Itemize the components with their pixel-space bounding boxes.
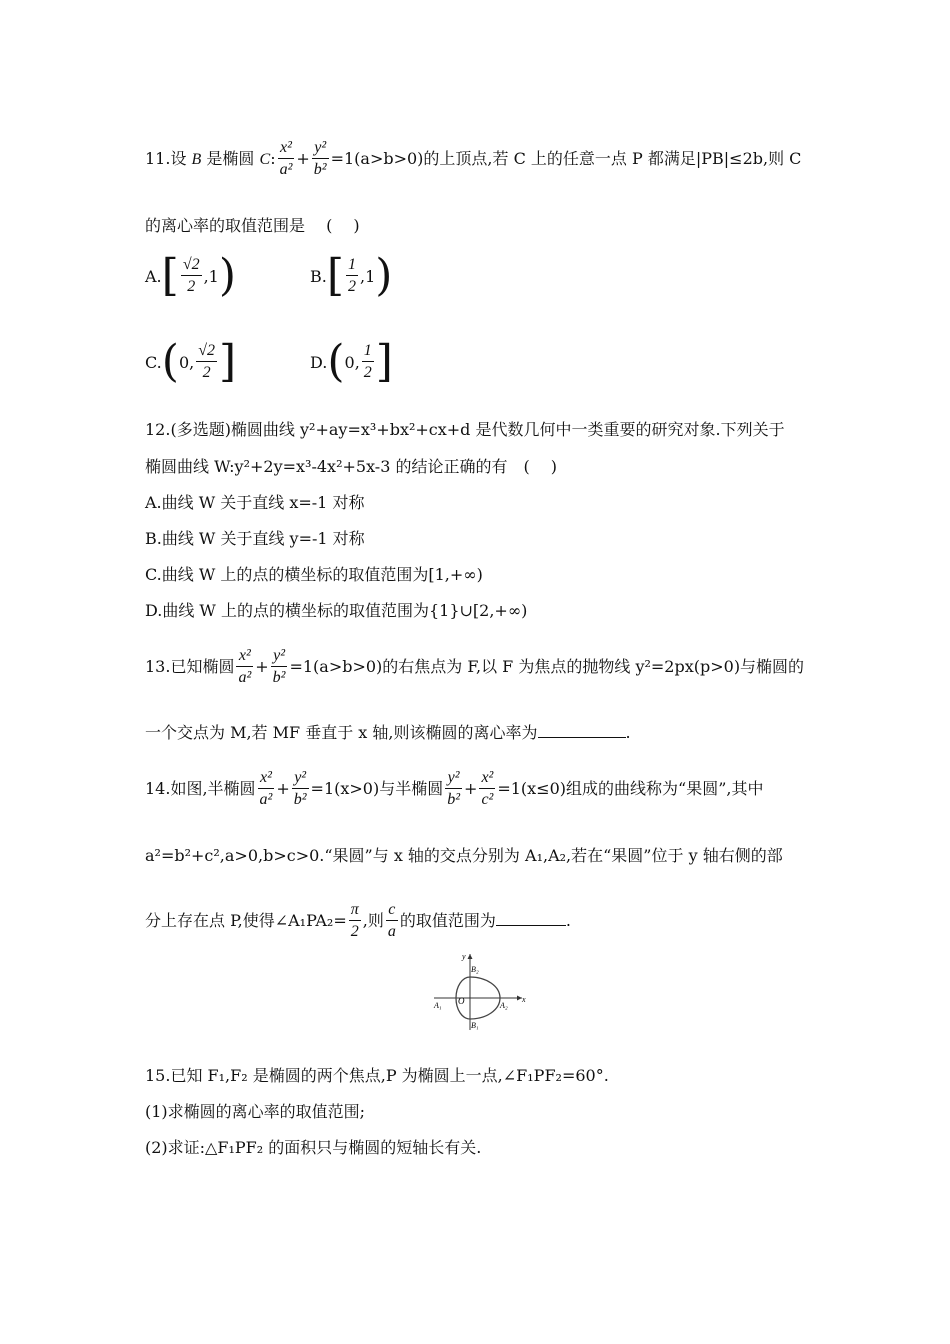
origin-label: O [458,996,465,1006]
q12-stem-line2: 椭圆曲线 W:y²+2y=x³-4x²+5x-3 的结论正确的有 ( ) [145,457,558,476]
q11-fraction-y: $\frac{\text{y²}}{\text{b²}}$ [313,139,327,178]
q11-option-d: D. ( 0, $\frac{1}{2}$ ] [310,336,393,387]
q14-stem-line3: 分上存在点 P,使得∠A₁PA₂= $\frac{\pi}{2}$ ,则 $\frac{c}{a}$ 的取值范围为 . [145,901,571,940]
q15-stem: 15.已知 F₁,F₂ 是椭圆的两个焦点,P 为椭圆上一点,∠F₁PF₂=60°. [145,1066,609,1085]
q12-option-b: B.曲线 W 关于直线 y=-1 对称 [145,529,365,548]
a2-label: A₂ [500,1001,508,1010]
q15-part2: (2)求证:△F₁PF₂ 的面积只与椭圆的短轴长有关. [145,1138,482,1157]
a1-label: A₁ [434,1001,442,1010]
b2-label: B₂ [471,965,479,974]
q12-option-c: C.曲线 W 上的点的横坐标的取值范围为[1,+∞) [145,565,483,584]
q12-option-a: A.曲线 W 关于直线 x=-1 对称 [145,493,365,512]
q14-stem: 14.如图,半椭圆 $\frac{\text{x²}}{\text{a²}}$ + $\frac{\text{y²}}{\text{b²}}$ =1(x>0)与半椭圆 $\frac{\text{y²}}{\text{b²}}$ + $\frac{\text{x²}}{\text{c²}}$ =1(x≤0)组成的曲线称为“果圆”,其中 [145,769,764,808]
b1-label: B₁ [471,1021,479,1030]
q11-option-b: B. [ $\frac{1}{2}$ ,1 ) [310,250,393,301]
q12-stem: 12.(多选题)椭圆曲线 y²+ay=x³+bx²+cx+d 是代数几何中一类重要的研究对象.下列关于 [145,420,785,439]
q13-stem: 13.已知椭圆 $\frac{\text{x²}}{\text{a²}}$ + $\frac{\text{y²}}{\text{b²}}$ =1(a>b>0)的右焦点为 F,以 F 为焦点的抛物线 y²=2px(p>0)与椭圆的 [145,647,805,686]
q14-stem-line2: a²=b²+c²,a>0,b>c>0.“果圆”与 x 轴的交点分别为 A₁,A₂,若在“果圆”位于 y 轴右侧的部 [145,846,783,865]
q11-option-c: C. ( 0, $\frac{√2}{2}$ ] [145,336,237,387]
q13-answer-blank[interactable] [538,723,626,738]
y-label: y [462,952,466,961]
q13-stem-line2: 一个交点为 M,若 MF 垂直于 x 轴,则该椭圆的离心率为 . [145,723,631,742]
q14-answer-blank[interactable] [496,911,566,926]
q15-part1: (1)求椭圆的离心率的取值范围; [145,1102,366,1121]
y-axis-arrow [468,954,473,959]
q11-stem: 11.设 B 是椭圆 C: $\frac{\text{x²}}{\text{a²}}$ + $\frac{\text{y²}}{\text{b²}}$ =1(a>b>0)的上顶点,若 C 上的任意一点 P 都满足|PB|≤2b,则 C [145,138,801,181]
q11-fraction-x: $\frac{\text{x²}}{\text{a²}}$ [279,139,293,178]
q11-option-a: A. [ $\frac{√2}{2}$ ,1 ) [145,250,237,301]
fruit-ellipse-figure [430,950,530,1034]
q12-option-d: D.曲线 W 上的点的横坐标的取值范围为{1}∪[2,+∞) [145,601,528,620]
x-label: x [522,995,526,1004]
q11-stem-line2: 的离心率的取值范围是 ( ) [145,216,360,235]
